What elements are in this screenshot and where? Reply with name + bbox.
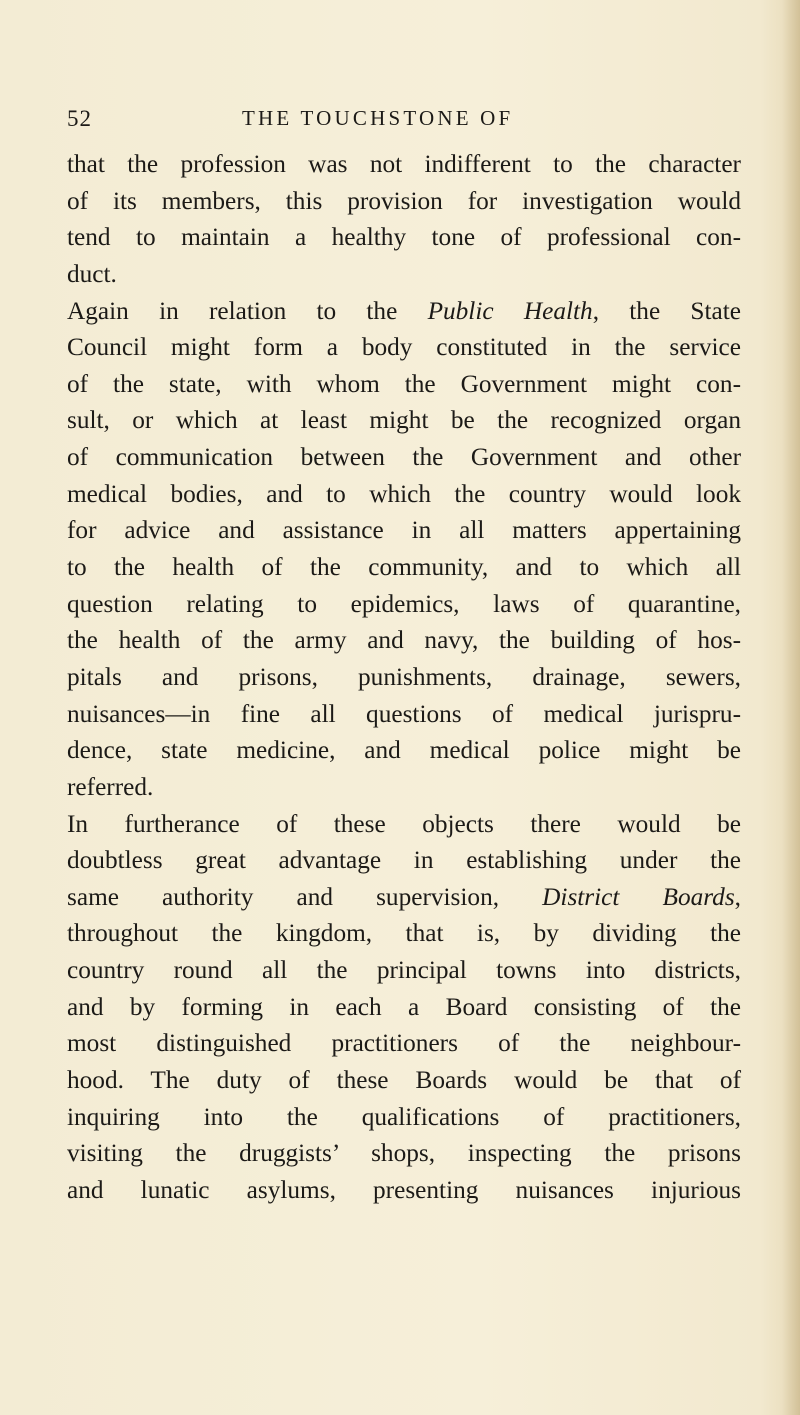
text-line: question relating to epidemics, laws of quarantine, bbox=[67, 589, 741, 618]
text-line: of communication between the Government and other bbox=[67, 443, 741, 472]
text-line: In furtherance of these objects there would be bbox=[67, 809, 741, 838]
text-line: and lunatic asylums, presenting nuisances injurious bbox=[67, 1175, 741, 1204]
text-line: visiting the druggists’ shops, inspecting the prisons bbox=[67, 1139, 741, 1168]
italic-phrase: Public Health bbox=[427, 296, 593, 325]
text-line: country round all the principal towns into districts, bbox=[67, 956, 741, 985]
text-segment: , bbox=[734, 882, 741, 911]
text-line: the health of the army and navy, the building of hos- bbox=[67, 626, 741, 655]
text-line: tend to maintain a healthy tone of professional con- bbox=[67, 223, 741, 252]
text-line: Council might form a body constituted in the service bbox=[67, 333, 741, 362]
text-line: of the state, with whom the Government might con- bbox=[67, 369, 741, 398]
text-segment: , the State bbox=[592, 296, 741, 325]
text-line: doubtless great advantage in establishing under the bbox=[67, 846, 741, 875]
text-segment: same authority and supervision, bbox=[67, 882, 543, 911]
page-number: 52 bbox=[67, 106, 92, 131]
text-line: hood. The duty of these Boards would be that of bbox=[67, 1066, 741, 1095]
text-line bbox=[67, 293, 741, 330]
text-line: medical bodies, and to which the country would look bbox=[67, 479, 741, 508]
text-line: inquiring into the qualifications of practitioners, bbox=[67, 1102, 741, 1131]
text-line: referred. bbox=[67, 772, 154, 801]
text-line: duct. bbox=[67, 259, 117, 288]
running-title: THE TOUCHSTONE OF bbox=[242, 106, 514, 130]
text-line: of its members, this provision for investigation would bbox=[67, 186, 741, 215]
text-line: throughout the kingdom, that is, by dividing the bbox=[67, 919, 741, 948]
body-text bbox=[67, 146, 741, 1209]
text-segment: Again in relation to the bbox=[67, 296, 428, 325]
page-edge-shadow bbox=[782, 0, 800, 1415]
text-line: most distinguished practitioners of the neighbour- bbox=[67, 1029, 741, 1058]
text-line: and by forming in each a Board consisting of the bbox=[67, 992, 741, 1021]
text-line: sult, or which at least might be the recognized organ bbox=[67, 406, 741, 435]
text-line: to the health of the community, and to which all bbox=[67, 553, 741, 582]
text-line bbox=[67, 879, 741, 916]
text-line: dence, state medicine, and medical police might be bbox=[67, 736, 741, 765]
text-line: that the profession was not indifferent to the character bbox=[67, 150, 741, 178]
italic-phrase: District Boards bbox=[542, 882, 735, 911]
running-head bbox=[67, 106, 737, 146]
text-line: pitals and prisons, punishments, drainage, sewers, bbox=[67, 662, 741, 691]
text-line: nuisances—in fine all questions of medical jurispru- bbox=[67, 699, 741, 728]
text-line: for advice and assistance in all matters appertaining bbox=[67, 516, 741, 545]
